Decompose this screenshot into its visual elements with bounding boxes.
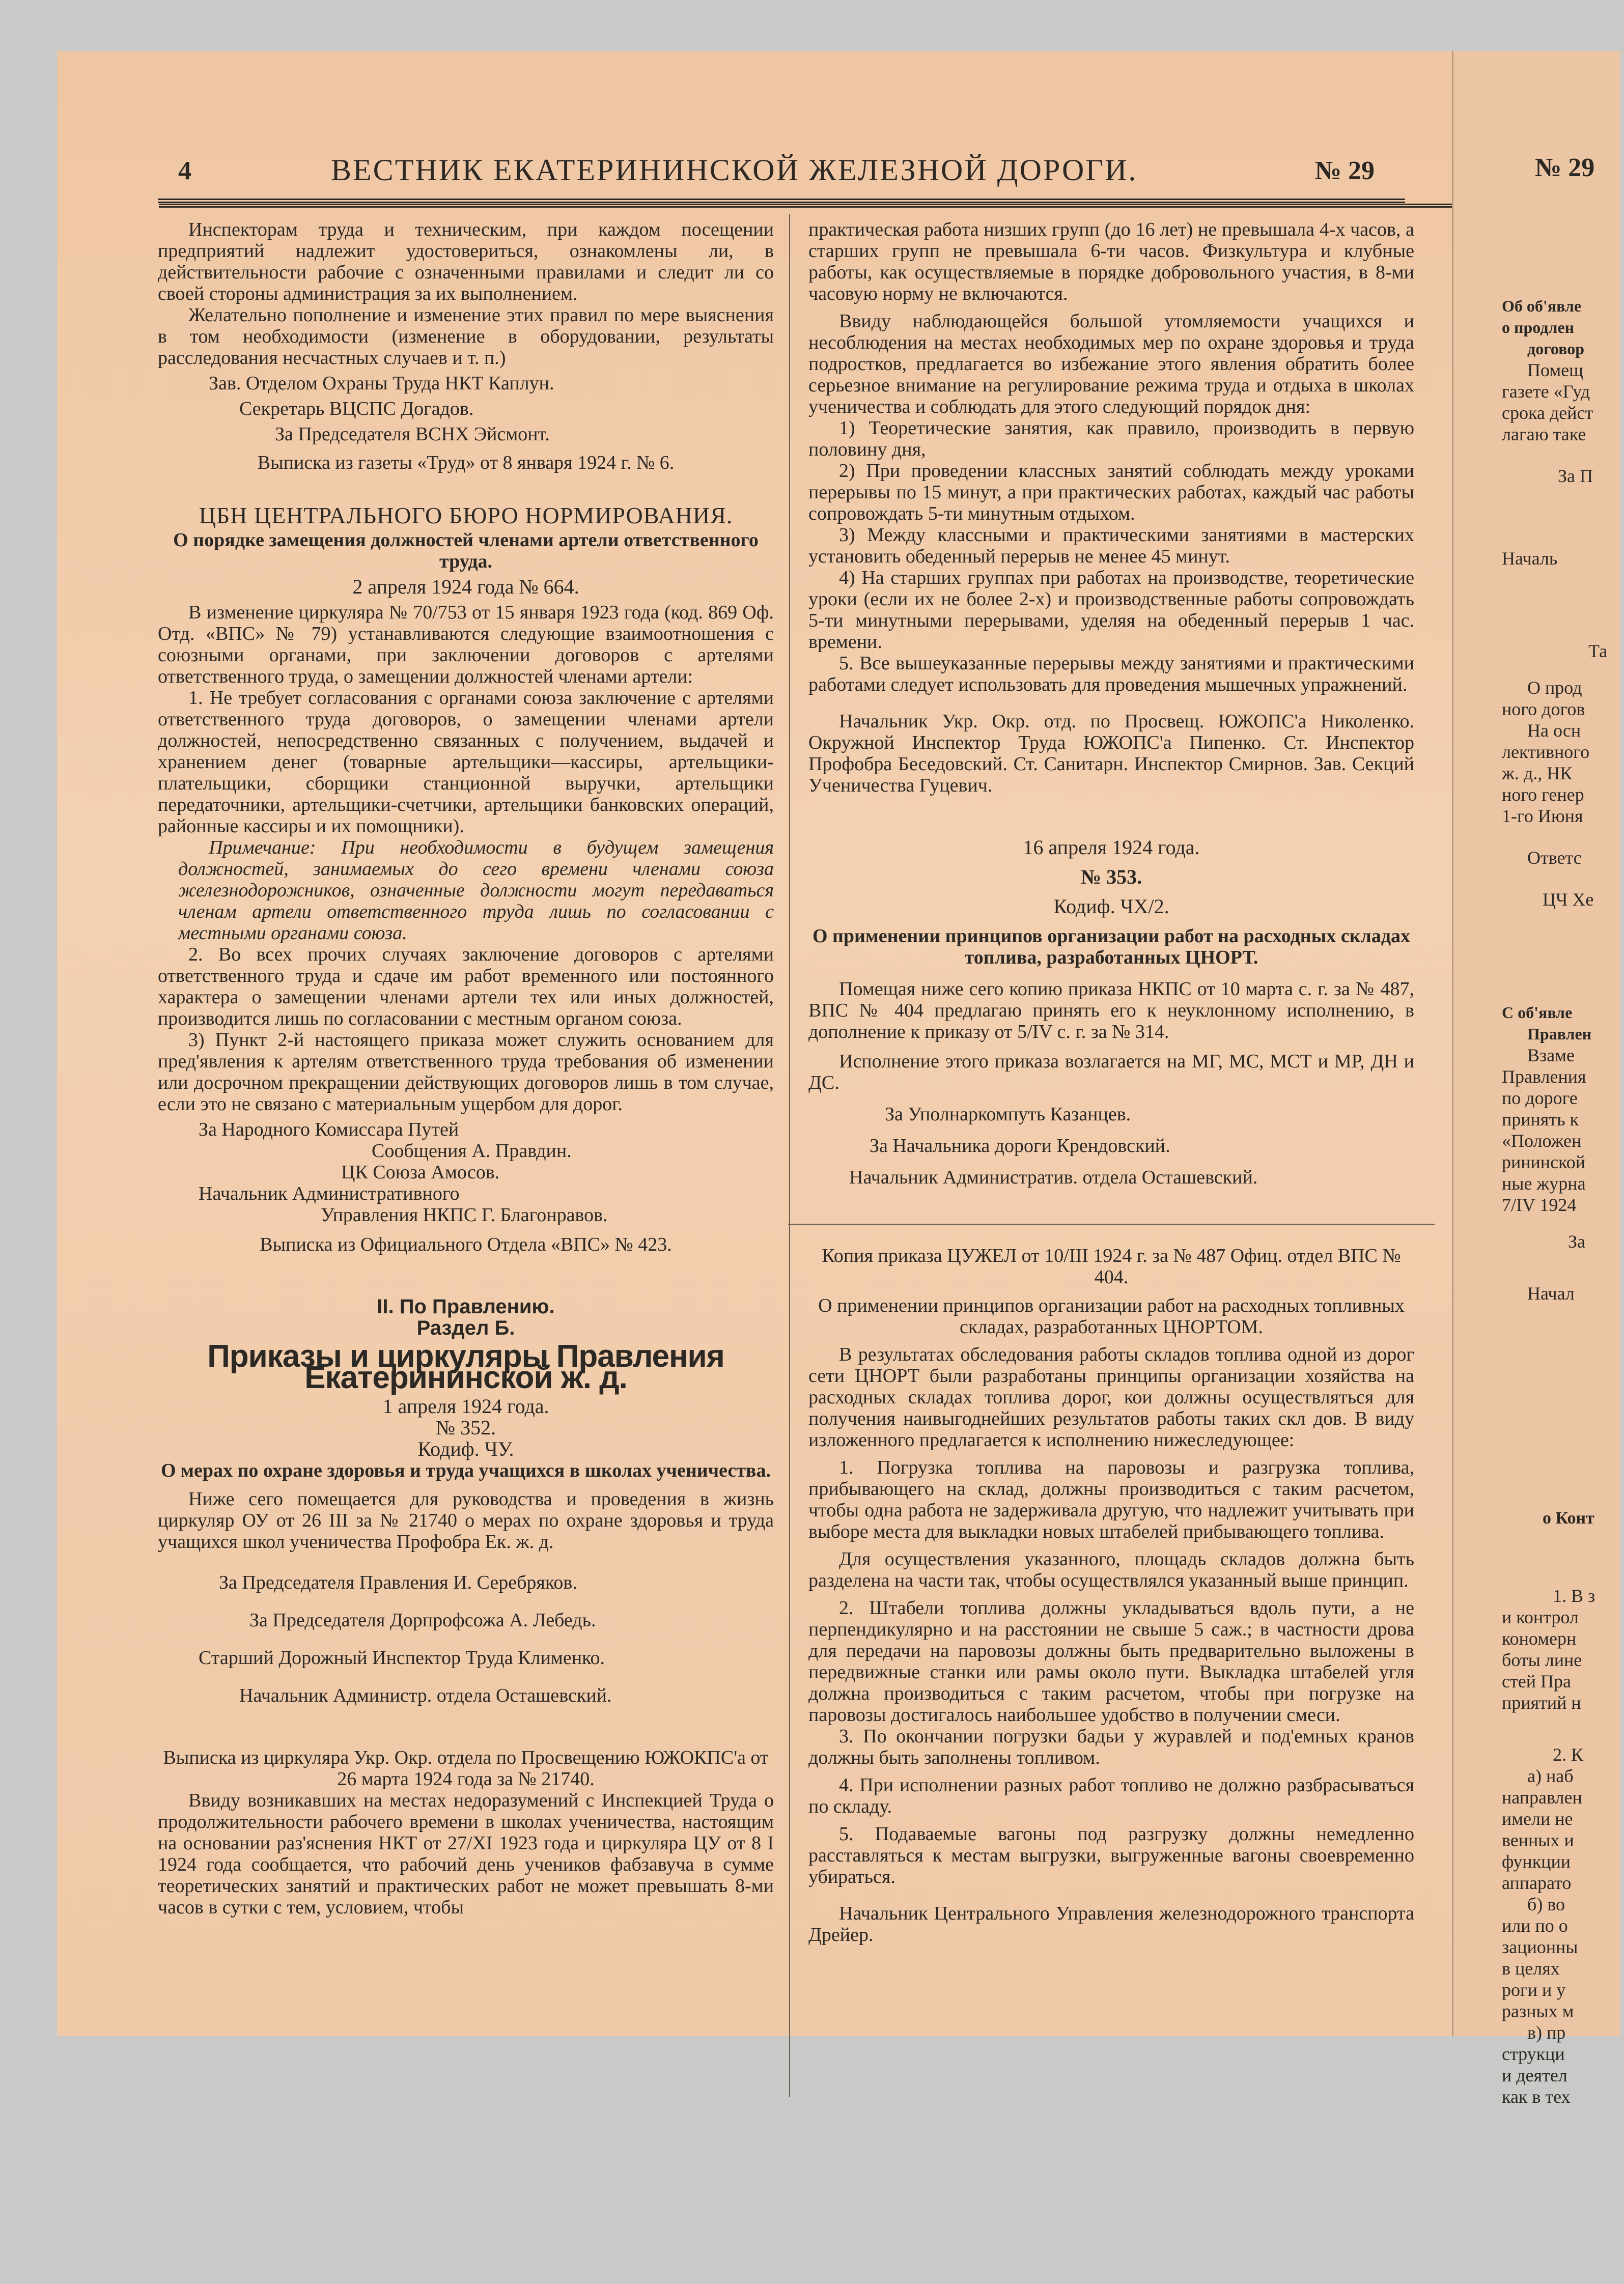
signature: За Председателя ВСНХ Эйсмонт.: [275, 424, 550, 445]
left-column: [158, 219, 774, 1918]
note: Примечание: При необходимости в будущем замещения должностей, занимаемых до сего времени членами союза железнодорожников, означенные должности могут передаваться членам артели ответственного труда лишь по согласовании с местными органами союза.: [178, 837, 774, 944]
signature: За Начальника дороги Крендовский.: [870, 1135, 1170, 1157]
copy-title: Копия приказа ЦУЖЕЛ от 10/III 1924 г. за № 487 Офиц. отдел ВПС № 404.: [822, 1245, 1401, 1288]
signature: За Уполнаркомпуть Казанцев.: [885, 1104, 1131, 1125]
text-line: ного догов: [1502, 699, 1585, 719]
text-line: газете «Гуд: [1502, 381, 1590, 402]
text-line: о продлен: [1502, 318, 1575, 336]
section-heading: ЦБН ЦЕНТРАЛЬНОГО БЮРО НОРМИРОВАНИЯ.: [199, 502, 733, 528]
text-line: «Положен: [1502, 1131, 1582, 1151]
order-subject: О применении принципов организации работ на расходных складах топлива, разработанных ЦНОРТ.: [812, 925, 1411, 968]
order-subject: О применении принципов организации работ на расходных топливных складах, разработанных ЦНОРТОМ.: [818, 1295, 1405, 1338]
paragraph: 2. Во всех прочих случаях заключение договоров с артелями ответственного труда и сдаче им работ временного или постоянного характера о замещении членами артели тех или иных должностей, производится лишь по согласовании с местным органом союза.: [158, 944, 774, 1029]
signature: Сообщения А. Правдин.: [372, 1140, 572, 1162]
text-line: аппарато: [1502, 1873, 1572, 1893]
text-line: Начал: [1527, 1283, 1575, 1304]
signature: Зав. Отделом Охраны Труда НКТ Каплун.: [209, 373, 554, 394]
paragraph: В изменение циркуляра № 70/753 от 15 января 1923 года (код. 869 Оф. Отд. «ВПС» № 79) устанавливаются следующие взаимоотношения с союзными органами, при заключении договоров с артелями ответственного труда, о замещении должностей членами артели:: [158, 602, 774, 687]
paragraph: Исполнение этого приказа возлагается на МГ, МС, МСТ и МР, ДН и ДС.: [808, 1051, 1414, 1093]
section-subheading: Раздел Б.: [416, 1317, 515, 1339]
text-line: срока дейст: [1502, 403, 1593, 423]
next-page-edge: [1452, 51, 1620, 2107]
text-line: в) пр: [1527, 2022, 1566, 2043]
newspaper-title: ВЕСТНИК ЕКАТЕРИНИНСКОЙ ЖЕЛЕЗНОЙ ДОРОГИ.: [331, 153, 1138, 187]
text-line: венных и: [1502, 1830, 1574, 1850]
text-line: 2. К: [1553, 1744, 1584, 1765]
section-heading: II. По Правлению.: [377, 1295, 555, 1318]
paragraph: 4. При исполнении разных работ топливо не должно разбрасываться по складу.: [808, 1774, 1414, 1817]
text-line: ные журна: [1502, 1173, 1586, 1194]
text-line: и деятел: [1502, 2065, 1567, 2085]
text-line: ж. д., НК: [1502, 763, 1573, 783]
text-line: о Конт: [1543, 1509, 1594, 1528]
issue-number: № 29: [1314, 156, 1375, 185]
order-date: 1 апреля 1924 года.: [382, 1395, 549, 1418]
order-number: № 352.: [435, 1416, 496, 1439]
text-line: На осн: [1527, 720, 1581, 741]
paragraph: 3. По окончании погрузки бадьи у журавлей и под'емных кранов должны быть заполнены топливом.: [808, 1726, 1414, 1768]
paragraph: В результатах обследования работы складов топлива одной из дорог сети ЦНОРТ были разработаны принципы организации хозяйства на расходных складах топлива дорог, кои должны осуществляться для получения наивыгоднейших результатов работы таких скл дов. В виду изложенного предлагается к исполнению нижеследующее:: [808, 1344, 1414, 1451]
text-line: рининской: [1502, 1152, 1585, 1172]
text-line: За: [1568, 1231, 1586, 1252]
page-number: 4: [178, 156, 191, 185]
signature: Старший Дорожный Инспектор Труда Клименко.: [199, 1647, 605, 1669]
list-item: 2) При проведении классных занятий соблюдать между уроками перерывы по 15 минут, а при практических работах, каждый час работы сопровождать 5-ти минутным отдыхом.: [808, 460, 1414, 524]
text-line: Правления: [1502, 1066, 1586, 1087]
text-line: как в тех: [1502, 2086, 1571, 2107]
text-line: ного генер: [1502, 784, 1584, 805]
text-line: О прод: [1527, 678, 1582, 698]
order-date: 2 апреля 1924 года № 664.: [352, 575, 579, 598]
text-line: направлен: [1502, 1787, 1582, 1808]
text-line: Об об'явле: [1502, 297, 1582, 315]
source-note: Выписка из Официального Отдела «ВПС» № 423.: [260, 1234, 672, 1255]
list-item: 3) Между классными и практическими занятиями в мастерских установить обеденный перерыв не менее 45 минут.: [808, 524, 1414, 567]
text-line: в целях: [1502, 1958, 1560, 1979]
paragraph: Ниже сего помещается для руководства и проведения в жизнь циркуляр ОУ от 26 III за № 21740 о мерах по охране здоровья и труда учащихся школ ученичества Профобра Ек. ж. д.: [158, 1488, 774, 1553]
text-line: или по о: [1502, 1915, 1568, 1936]
text-line: Ответс: [1527, 848, 1582, 868]
text-line: разных м: [1502, 2001, 1574, 2021]
text-line: Та: [1588, 641, 1608, 661]
text-line: боты лине: [1502, 1650, 1582, 1670]
text-line: стей Пра: [1502, 1671, 1571, 1691]
text-line: и контрол: [1502, 1607, 1579, 1627]
signature-block: Начальник Укр. Окр. отд. по Просвещ. ЮЖОПС'а Николенко. Окружной Инспектор Труда ЮЖОПС'а Пипенко. Ст. Инспектор Профобра Беседовский. Ст. Санитарн. Инспектор Смирнов. Зав. Секций Ученичества Гуцевич.: [808, 711, 1414, 796]
signature: Секретарь ВЦСПС Догадов.: [239, 398, 474, 419]
next-page-lines: [1502, 295, 1624, 2107]
paragraph: 1. Не требует согласования с органами союза заключение с артелями ответственного труда договоров, о замещении членами артели должностей, непосредственно связанных с получением, выдачей и хранением денег (товарные артельщики—кассиры, артельщики-плательщики, сборщики станционной выручки, артельщики передаточники, артельщики-счетчики, артельщики банковских операций, районные кассиры и их помощники).: [158, 687, 774, 837]
divider: [788, 1224, 1435, 1225]
text-line: принять к: [1502, 1109, 1579, 1130]
paragraph: 1. Погрузка топлива на паровозы и разгрузка топлива, прибывающего на склад, должны производиться с таким расчетом, чтобы одна работа не задерживала другую, что надлежит учитывать при выборе места для выкладки новых штабелей прибывающего топлива.: [808, 1457, 1414, 1542]
order-code: Кодиф. ЧХ/2.: [1053, 895, 1169, 918]
text-line: имели не: [1502, 1809, 1573, 1829]
signature: За Народного Комиссара Путей: [199, 1119, 459, 1140]
right-column: [808, 219, 1414, 1945]
page-header: [158, 148, 1405, 203]
paragraph: 3) Пункт 2-й настоящего приказа может служить основанием для пред'явления к артелям ответственного труда требования об изменении или досрочном прекращении действующих договоров лишь в том случае, если это не связано с материальным ущербом для дорог.: [158, 1029, 774, 1115]
source-note: Выписка из циркуляра Укр. Окр. отдела по Просвещению ЮЖОКПС'а от 26 марта 1924 года за № 21740.: [163, 1747, 769, 1790]
list-item: 5. Все вышеуказанные перерывы между занятиями и практическими работами следует использовать для проведения мышечных упражнений.: [808, 653, 1414, 695]
text-line: лагаю таке: [1502, 424, 1586, 444]
text-line: приятий н: [1502, 1693, 1581, 1713]
text-line: Взаме: [1527, 1045, 1575, 1065]
signature: Начальник Административного: [199, 1183, 460, 1204]
order-subject: О мерах по охране здоровья и труда учащихся в школах ученичества.: [161, 1460, 771, 1481]
paragraph: 5. Подаваемые вагоны под разгрузку должны немедленно расставляться к местам выгрузки, выгруженные вагоны своевременно убираться.: [808, 1823, 1414, 1887]
text-line: Началь: [1502, 548, 1558, 569]
list-item: 4) На старших группах при работах на производстве, теоретические уроки (если их не более 2-х) и производственные работы сопровождать 5-ти минутными перерывами, уделяя на обеденный перерыв 1 час. времени.: [808, 567, 1414, 653]
text-line: С об'явле: [1502, 1003, 1573, 1022]
paragraph: Ввиду наблюдающейся большой утомляемости учащихся и несоблюдения на местах необходимых мер по охране здоровья и труда подростков, предлагается во избежание этого явления обратить более серьезное внимание на регулирование режима труда и отдыха в школах ученичества и соблюдать для этого следующий порядок дня:: [808, 311, 1414, 417]
list-item: 1) Теоретические занятия, как правило, производить в первую половину дня,: [808, 417, 1414, 460]
text-line: 1. В з: [1553, 1586, 1595, 1606]
signature: За Председателя Правления И. Серебряков.: [219, 1572, 577, 1593]
text-line: ЦЧ Хе: [1543, 889, 1594, 910]
text-line: Правлен: [1527, 1025, 1592, 1043]
text-line: договор: [1527, 340, 1584, 358]
source-note: Выписка из газеты «Труд» от 8 января 1924 г. № 6.: [257, 452, 675, 473]
signature: ЦК Союза Амосов.: [341, 1162, 500, 1183]
signature: Управления НКПС Г. Благонравов.: [321, 1204, 608, 1226]
text-line: 7/IV 1924: [1502, 1195, 1577, 1215]
order-subject: О порядке замещения должностей членами артели ответственного труда.: [173, 529, 759, 572]
paragraph: Ввиду возникавших на местах недоразумений с Инспекцией Труда о продолжительности рабочего времени в школах ученичества, настоящим на основании раз'яснения НКТ от 27/XI 1923 года и циркуляра ЦУ от 8 I 1924 года сообщается, что рабочий день учеников фабзавуча в сумме теоретических занятий и практических работ не может превышать 8-ми часов в сутки с тем, условием, чтобы: [158, 1790, 774, 1918]
text-line: зационны: [1502, 1937, 1578, 1957]
signature: За Председателя Дорпрофсожа А. Лебедь.: [249, 1610, 596, 1631]
text-line: Помещ: [1527, 360, 1583, 380]
order-date: 16 апреля 1924 года.: [1023, 836, 1200, 859]
signature: Начальник Администр. отдела Осташевский.: [239, 1685, 612, 1706]
orders-title: Приказы и циркуляры Правления Екатерининской ж. д.: [207, 1339, 724, 1395]
column-divider: [789, 214, 790, 2097]
text-line: струкци: [1502, 2044, 1565, 2064]
text-line: лективного: [1502, 742, 1590, 762]
paragraph: 2. Штабели топлива должны укладываться вдоль пути, а не перпендикулярно и на расстоянии не свыше 5 саж.; в частности дрова для передачи на паровозы должны быть предварительно выложены в передвижные станки или рамы около пути. Выкладка штабелей угля должна производиться с таким расчетом, чтобы при погрузке на паровозы достигалось наибольшее удобство в получении смеси.: [808, 1597, 1414, 1726]
paragraph: Желательно пополнение и изменение этих правил по мере выяснения в том необходимости (изменение в оборудовании, результаты расследования несчастных случаев и т. п.): [158, 304, 774, 369]
issue-number: № 29: [1535, 153, 1595, 182]
paragraph: практическая работа низших групп (до 16 лет) не превышала 4-х часов, а старших групп не превышала 6-ти часов. Физкультура и клубные работы, как осуществляемые в порядке добровольного участия, в 8-ми часовую норму не включаются.: [808, 219, 1414, 304]
text-line: б) во: [1527, 1894, 1565, 1914]
text-line: функции: [1502, 1851, 1571, 1872]
text-line: 1-го Июня: [1502, 806, 1583, 826]
text-line: а) наб: [1527, 1766, 1574, 1786]
text-line: За П: [1558, 466, 1593, 486]
text-line: кономерн: [1502, 1628, 1577, 1649]
paragraph: Для осуществления указанного, площадь складов должна быть разделена на части так, чтобы осуществлялся указанный выше принцип.: [808, 1548, 1414, 1591]
signature: Начальник Центрального Управления железнодорожного транспорта Дрейер.: [808, 1903, 1414, 1945]
order-code: Кодиф. ЧУ.: [417, 1437, 514, 1460]
paragraph: Помещая ниже сего копию приказа НКПС от 10 марта с. г. за № 487, ВПС № 404 предлагаю принять его к неуклонному исполнению, в дополнение к приказу от 5/IV с. г. за № 314.: [808, 978, 1414, 1042]
text-line: роги и у: [1502, 1980, 1566, 2000]
paragraph: Инспекторам труда и техническим, при каждом посещении предприятий надлежит удостовериться, ознакомлены ли, в действительности рабочие с означенными правилами и следит ли со своей стороны администрация за их выполнением.: [158, 219, 774, 304]
text-line: по дороге: [1502, 1088, 1578, 1108]
signature: Начальник Административ. отдела Осташевский.: [849, 1167, 1258, 1188]
order-number: № 353.: [1080, 865, 1142, 888]
